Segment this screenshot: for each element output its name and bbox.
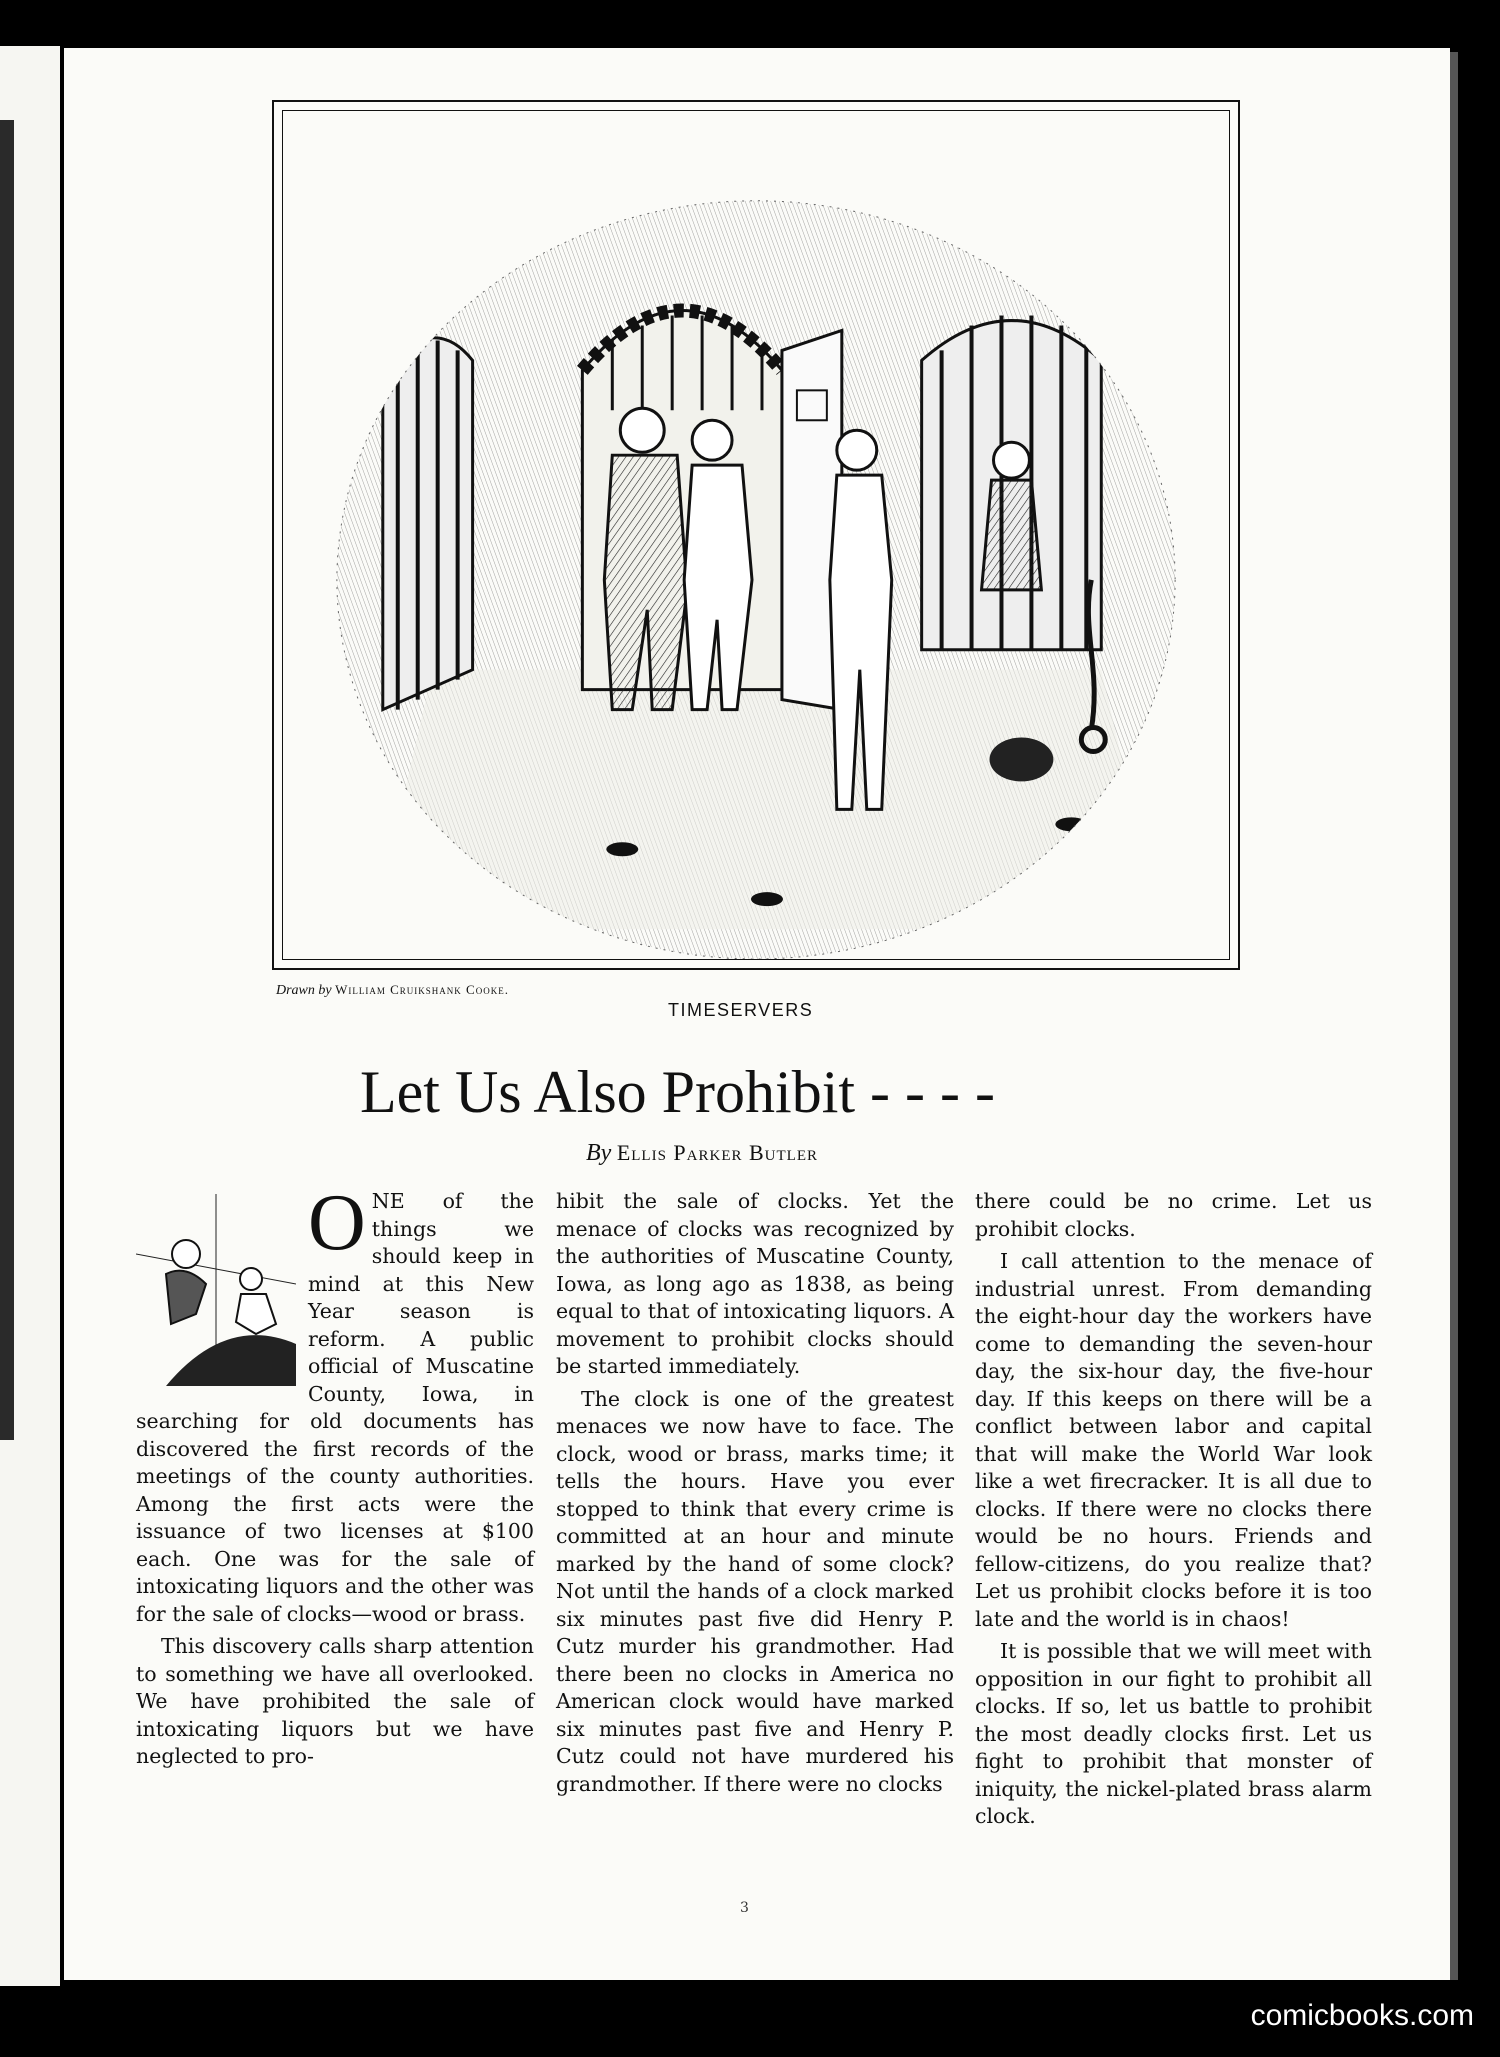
paragraph: It is possible that we will meet with opposition in our fight to prohibit all clocks. If so, let us battle to prohibit the most deadly clocks first. Let us fight to prohibit that monster of iniquity, the nickel-plated brass alarm clock. xyxy=(975,1639,1372,1828)
page-edge-shadow xyxy=(1450,52,1458,1980)
binding-spine xyxy=(0,120,14,1440)
article-title: Let Us Also Prohibit - - - - xyxy=(360,1059,995,1125)
watermark: comicbooks.com xyxy=(1250,1999,1474,2032)
paragraph: hibit the sale of clocks. Yet the menace of clocks was recognized by the authorities of Muscatine County, Iowa, as long ago as 1838, as being equal to that of intoxicating liquors. A movement to prohibit clocks should be started immediately. xyxy=(556,1189,954,1378)
page-number: 3 xyxy=(740,1900,749,1916)
credit-artist-name: William Cruikshank Cooke. xyxy=(335,982,509,997)
drop-cap: O xyxy=(308,1179,366,1267)
paragraph: NE of the things we should keep in mind at this New Year season is reform. A public official of Muscatine County, Iowa, in searching for old documents has discovered the first records of the meetings of the county authorities. Among the first acts were the issuance of two licenses at $100 each. One was for the sale of intoxicating liquors and the other was for the sale of clocks—wood or brass. xyxy=(136,1189,534,1626)
paragraph: I call attention to the menace of industrial unrest. From demanding the eight-hour day the workers have come to demanding the seven-hour day, the six-hour day, the five-hour day. If this keeps on there will be a conflict between labor and capital that will make the World War look like a wet firecracker. It is all due to clocks. If there were no clocks there would be no hours. Friends and fellow-citizens, do you realize that? Let us prohibit clocks before it is too late and the world is in chaos! xyxy=(975,1249,1372,1631)
byline-prefix: By xyxy=(586,1140,612,1166)
article-column-3 xyxy=(975,1188,1372,1831)
paragraph: This discovery calls sharp attention to something we have all overlooked. We have prohibited the sale of intoxicating liquors but we have neglected to pro- xyxy=(136,1634,534,1768)
illustration-frame xyxy=(272,100,1240,970)
headpiece-vignette-illustration xyxy=(136,1194,296,1386)
article-column-1 xyxy=(136,1179,534,1771)
article-byline xyxy=(586,1140,818,1167)
jail-scene-illustration xyxy=(282,110,1230,960)
byline-author: Ellis Parker Butler xyxy=(616,1140,818,1165)
credit-prefix: Drawn by xyxy=(276,983,332,998)
paragraph: there could be no crime. Let us prohibit clocks. xyxy=(975,1189,1372,1241)
paragraph: The clock is one of the greatest menaces we now have to face. The clock, wood or brass, marks time; it tells the hours. Have you ever stopped to think that every crime is committed at an hour and minute marked by the hand of some clock? Not until the hands of a clock marked six minutes past five did Henry P. Cutz murder his grandmother. Had there been no clocks in America no American clock would have marked six minutes past five and Henry P. Cutz could not have murdered his grandmother. If there were no clocks xyxy=(556,1386,954,1796)
illustration-caption: TIMESERVERS xyxy=(668,1000,814,1020)
article-column-2 xyxy=(556,1188,954,1798)
illustration-credit xyxy=(276,982,509,999)
